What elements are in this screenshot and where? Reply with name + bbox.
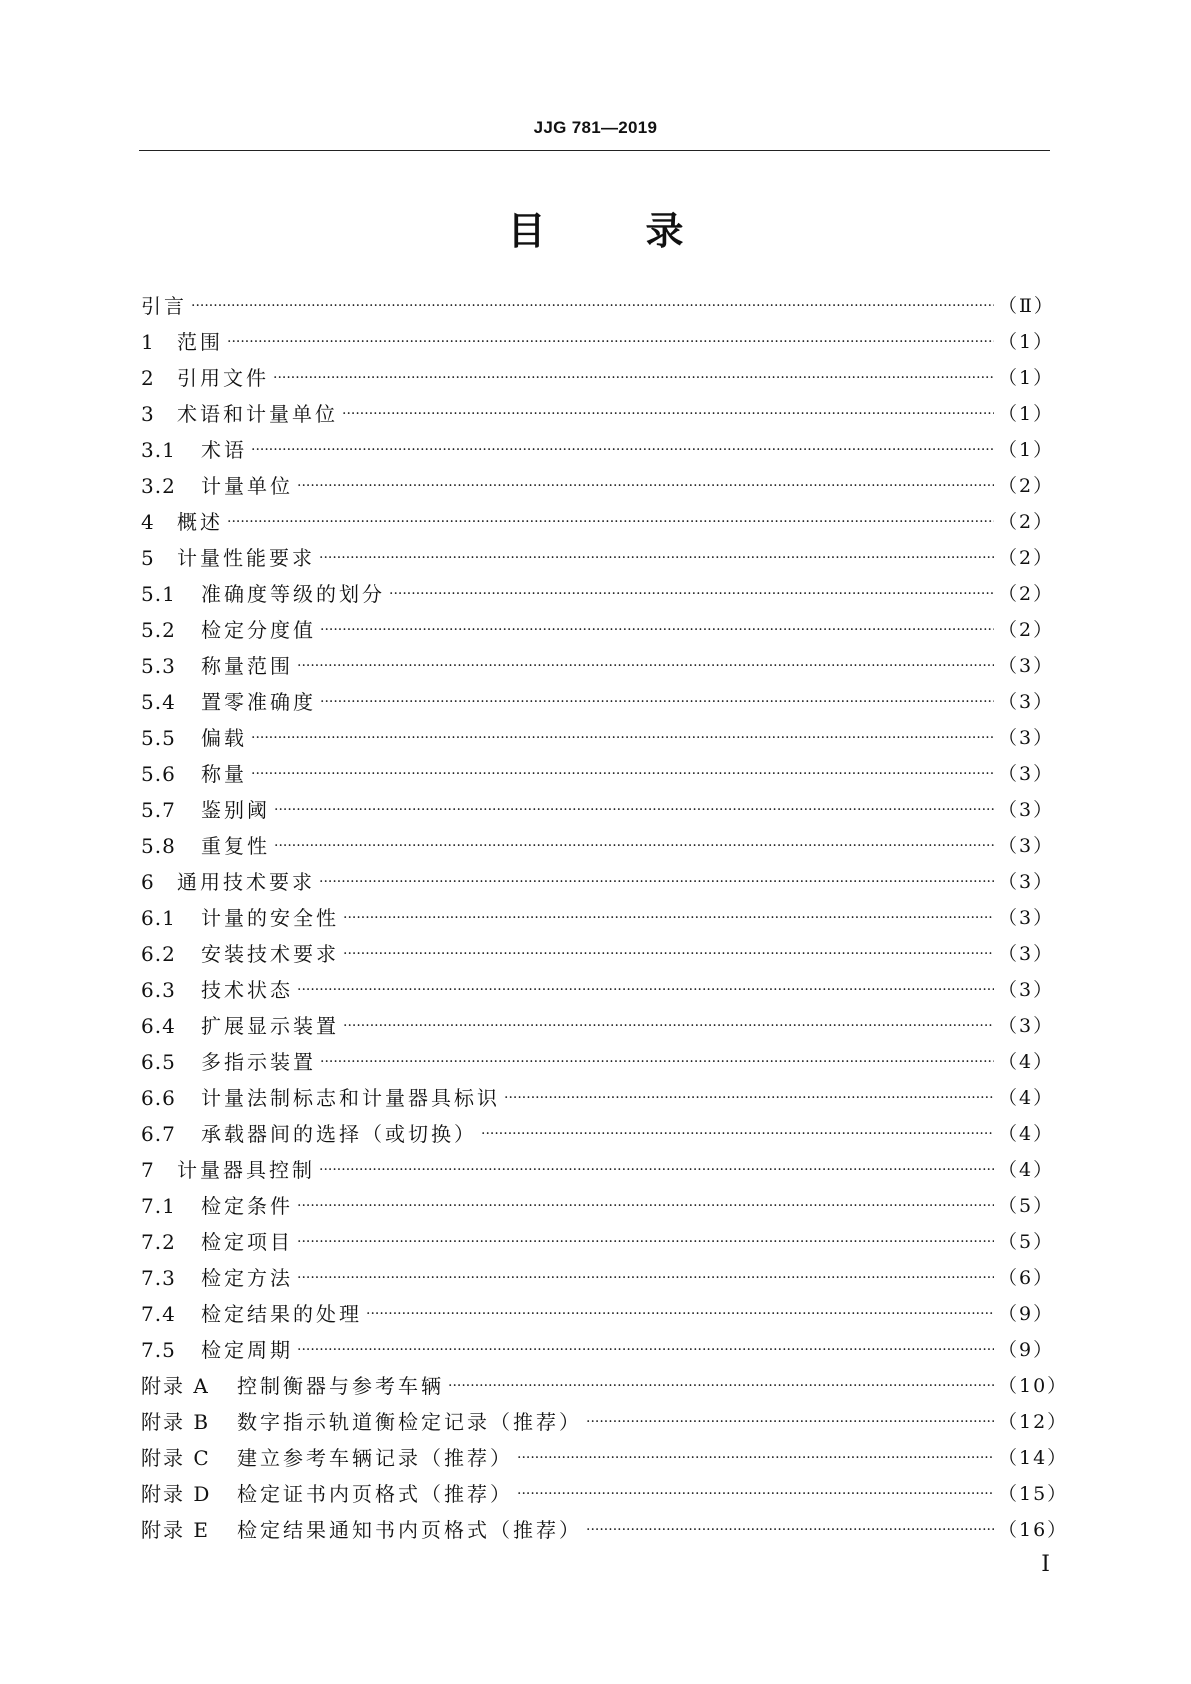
dot-leader <box>297 648 994 684</box>
toc-entry-page: （9） <box>998 1339 1055 1361</box>
dot-leader <box>343 1008 994 1044</box>
toc-entry <box>141 360 1055 396</box>
toc-entry-title: 计量的安全性 <box>201 906 339 930</box>
toc-entry <box>141 288 1055 324</box>
toc-entry-number: 4 <box>141 510 155 534</box>
toc-entry-number: 6.5 <box>141 1050 176 1074</box>
toc-entry <box>141 1404 1069 1440</box>
toc-entry-page: （3） <box>998 655 1055 677</box>
toc-entry-page: （10） <box>998 1375 1069 1397</box>
toc-entry-page: （Ⅱ） <box>998 295 1055 317</box>
toc-entry-title: 引用文件 <box>177 366 269 390</box>
toc-entry-page: （4） <box>998 1159 1055 1181</box>
dot-leader <box>343 900 994 936</box>
toc-entry-title: 检定条件 <box>201 1194 293 1218</box>
dot-leader <box>251 720 994 756</box>
toc-entry <box>141 1476 1069 1512</box>
toc-entry <box>141 1260 1055 1296</box>
toc-entry-number: 5.7 <box>141 798 176 822</box>
dot-leader <box>586 1512 994 1548</box>
toc-entry <box>141 828 1055 864</box>
toc-entry-number: 附录 D <box>141 1482 212 1506</box>
toc-entry <box>141 648 1055 684</box>
toc-entry-title: 检定结果通知书内页格式（推荐） <box>237 1518 582 1542</box>
toc-entry-page: （4） <box>998 1051 1055 1073</box>
toc-entry-title: 多指示装置 <box>201 1050 316 1074</box>
toc-entry-number: 7.5 <box>141 1338 176 1362</box>
toc-entry <box>141 1512 1069 1548</box>
toc-entry <box>141 1152 1055 1188</box>
dot-leader <box>274 792 994 828</box>
toc-entry <box>141 936 1055 972</box>
toc-entry-page: （5） <box>998 1231 1055 1253</box>
toc-entry-page: （16） <box>998 1519 1069 1541</box>
toc-entry <box>141 756 1055 792</box>
toc-entry-title: 准确度等级的划分 <box>201 582 385 606</box>
dot-leader <box>297 1332 994 1368</box>
toc-entry <box>141 1116 1055 1152</box>
toc-entry <box>141 864 1055 900</box>
title-char-2: 录 <box>645 209 684 253</box>
dot-leader <box>297 972 994 1008</box>
dot-leader <box>481 1116 994 1152</box>
toc-entry-page: （3） <box>998 763 1055 785</box>
toc-entry-title: 鉴别阈 <box>201 798 270 822</box>
toc-entry-page: （2） <box>998 475 1055 497</box>
toc-entry <box>141 1332 1055 1368</box>
toc-entry-number: 6.7 <box>141 1122 176 1146</box>
page-title <box>0 200 1191 255</box>
toc-entry-title: 检定结果的处理 <box>201 1302 362 1326</box>
toc-entry-title: 引言 <box>141 294 187 318</box>
toc-entry-number: 3 <box>141 402 155 426</box>
toc-entry-title: 重复性 <box>201 834 270 858</box>
toc-entry-page: （5） <box>998 1195 1055 1217</box>
toc-entry-title: 检定项目 <box>201 1230 293 1254</box>
toc-entry <box>141 792 1055 828</box>
toc-entry-page: （3） <box>998 835 1055 857</box>
toc-entry <box>141 612 1055 648</box>
toc-entry-title: 称量 <box>201 762 247 786</box>
toc-entry-page: （1） <box>998 403 1055 425</box>
toc-entry <box>141 576 1055 612</box>
dot-leader <box>274 828 994 864</box>
toc-entry <box>141 1296 1055 1332</box>
toc-entry-page: （4） <box>998 1087 1055 1109</box>
toc-entry-page: （15） <box>998 1483 1069 1505</box>
toc-entry-number: 6 <box>141 870 155 894</box>
dot-leader <box>319 540 994 576</box>
toc-entry-number: 附录 E <box>141 1518 210 1542</box>
toc-entry <box>141 1368 1069 1404</box>
dot-leader <box>297 1224 994 1260</box>
toc-entry-page: （1） <box>998 367 1055 389</box>
dot-leader <box>297 1260 994 1296</box>
toc-entry <box>141 1188 1055 1224</box>
toc-entry-title: 建立参考车辆记录（推荐） <box>237 1446 513 1470</box>
toc-entry-number: 5.6 <box>141 762 176 786</box>
toc-entry-number: 6.4 <box>141 1014 176 1038</box>
toc-entry-page: （3） <box>998 799 1055 821</box>
dot-leader <box>191 288 994 324</box>
toc-entry-title: 检定分度值 <box>201 618 316 642</box>
dot-leader <box>504 1080 994 1116</box>
toc-entry-title: 承载器间的选择（或切换） <box>201 1122 477 1146</box>
dot-leader <box>517 1476 994 1512</box>
toc-entry-number: 5.5 <box>141 726 176 750</box>
page-number: Ⅰ <box>1041 1552 1050 1577</box>
table-of-contents <box>141 288 1069 1548</box>
dot-leader <box>320 684 994 720</box>
toc-entry-title: 范围 <box>177 330 223 354</box>
toc-entry-page: （2） <box>998 619 1055 641</box>
toc-entry-page: （3） <box>998 691 1055 713</box>
toc-entry-number: 6.6 <box>141 1086 176 1110</box>
toc-entry <box>141 504 1055 540</box>
toc-entry-title: 计量器具控制 <box>177 1158 315 1182</box>
dot-leader <box>319 1152 994 1188</box>
toc-entry-number: 3.1 <box>141 438 176 462</box>
dot-leader <box>517 1440 994 1476</box>
dot-leader <box>320 1044 994 1080</box>
toc-entry-number: 7.1 <box>141 1194 176 1218</box>
dot-leader <box>319 864 994 900</box>
toc-entry-page: （6） <box>998 1267 1055 1289</box>
dot-leader <box>448 1368 994 1404</box>
toc-entry-number: 3.2 <box>141 474 176 498</box>
toc-entry <box>141 324 1055 360</box>
toc-entry-number: 5.3 <box>141 654 176 678</box>
toc-entry-number: 附录 C <box>141 1446 211 1470</box>
dot-leader <box>251 432 994 468</box>
toc-entry-number: 7.3 <box>141 1266 176 1290</box>
toc-entry-number: 6.1 <box>141 906 176 930</box>
toc-entry-title: 称量范围 <box>201 654 293 678</box>
toc-entry <box>141 396 1055 432</box>
toc-entry <box>141 900 1055 936</box>
toc-entry-title: 术语 <box>201 438 247 462</box>
toc-entry <box>141 1440 1069 1476</box>
toc-entry-page: （1） <box>998 439 1055 461</box>
toc-entry-number: 5.8 <box>141 834 176 858</box>
dot-leader <box>273 360 994 396</box>
toc-entry-page: （4） <box>998 1123 1055 1145</box>
toc-entry <box>141 540 1055 576</box>
toc-entry-page: （2） <box>998 583 1055 605</box>
toc-entry-title: 扩展显示装置 <box>201 1014 339 1038</box>
toc-entry-title: 计量性能要求 <box>177 546 315 570</box>
dot-leader <box>297 1188 994 1224</box>
toc-entry-title: 偏载 <box>201 726 247 750</box>
toc-entry-number: 7.2 <box>141 1230 176 1254</box>
toc-entry <box>141 720 1055 756</box>
dot-leader <box>343 936 994 972</box>
toc-entry-number: 7 <box>141 1158 155 1182</box>
toc-entry-page: （3） <box>998 727 1055 749</box>
toc-entry-page: （3） <box>998 871 1055 893</box>
toc-entry-number: 2 <box>141 366 155 390</box>
toc-entry-page: （3） <box>998 1015 1055 1037</box>
dot-leader <box>297 468 994 504</box>
toc-entry <box>141 468 1055 504</box>
toc-entry-number: 7.4 <box>141 1302 176 1326</box>
dot-leader <box>586 1404 994 1440</box>
toc-entry-title: 计量单位 <box>201 474 293 498</box>
toc-entry-number: 1 <box>141 330 155 354</box>
dot-leader <box>227 504 994 540</box>
toc-entry <box>141 1224 1055 1260</box>
dot-leader <box>227 324 994 360</box>
toc-entry-page: （2） <box>998 511 1055 533</box>
toc-entry-page: （3） <box>998 907 1055 929</box>
document-code-header: JJG 781—2019 <box>533 118 658 137</box>
toc-entry-page: （9） <box>998 1303 1055 1325</box>
dot-leader <box>320 612 994 648</box>
toc-entry-page: （12） <box>998 1411 1069 1433</box>
toc-entry <box>141 432 1055 468</box>
header-rule <box>139 150 1050 151</box>
toc-entry-title: 概述 <box>177 510 223 534</box>
dot-leader <box>342 396 994 432</box>
toc-entry-page: （14） <box>998 1447 1069 1469</box>
toc-entry-page: （3） <box>998 943 1055 965</box>
toc-entry <box>141 1080 1055 1116</box>
toc-entry-page: （1） <box>998 331 1055 353</box>
toc-entry-number: 5 <box>141 546 155 570</box>
dot-leader <box>366 1296 994 1332</box>
toc-entry <box>141 1044 1055 1080</box>
toc-entry-title: 检定证书内页格式（推荐） <box>237 1482 513 1506</box>
toc-entry-page: （3） <box>998 979 1055 1001</box>
toc-entry-page: （2） <box>998 547 1055 569</box>
toc-entry-number: 6.2 <box>141 942 176 966</box>
toc-entry <box>141 972 1055 1008</box>
dot-leader <box>389 576 994 612</box>
toc-entry-number: 6.3 <box>141 978 176 1002</box>
dot-leader <box>251 756 994 792</box>
toc-entry-title: 检定方法 <box>201 1266 293 1290</box>
toc-entry-title: 检定周期 <box>201 1338 293 1362</box>
toc-entry-title: 术语和计量单位 <box>177 402 338 426</box>
toc-entry-title: 安装技术要求 <box>201 942 339 966</box>
toc-entry-title: 置零准确度 <box>201 690 316 714</box>
toc-entry-title: 通用技术要求 <box>177 870 315 894</box>
toc-entry-number: 5.1 <box>141 582 176 606</box>
toc-entry-title: 控制衡器与参考车辆 <box>237 1374 444 1398</box>
toc-entry <box>141 1008 1055 1044</box>
toc-entry-number: 附录 A <box>141 1374 210 1398</box>
toc-entry-number: 5.4 <box>141 690 176 714</box>
title-char-1: 目 <box>507 209 546 253</box>
toc-entry-number: 附录 B <box>141 1410 211 1434</box>
toc-entry <box>141 684 1055 720</box>
toc-entry-title: 技术状态 <box>201 978 293 1002</box>
toc-entry-title: 数字指示轨道衡检定记录（推荐） <box>237 1410 582 1434</box>
toc-entry-title: 计量法制标志和计量器具标识 <box>201 1086 500 1110</box>
toc-entry-number: 5.2 <box>141 618 176 642</box>
